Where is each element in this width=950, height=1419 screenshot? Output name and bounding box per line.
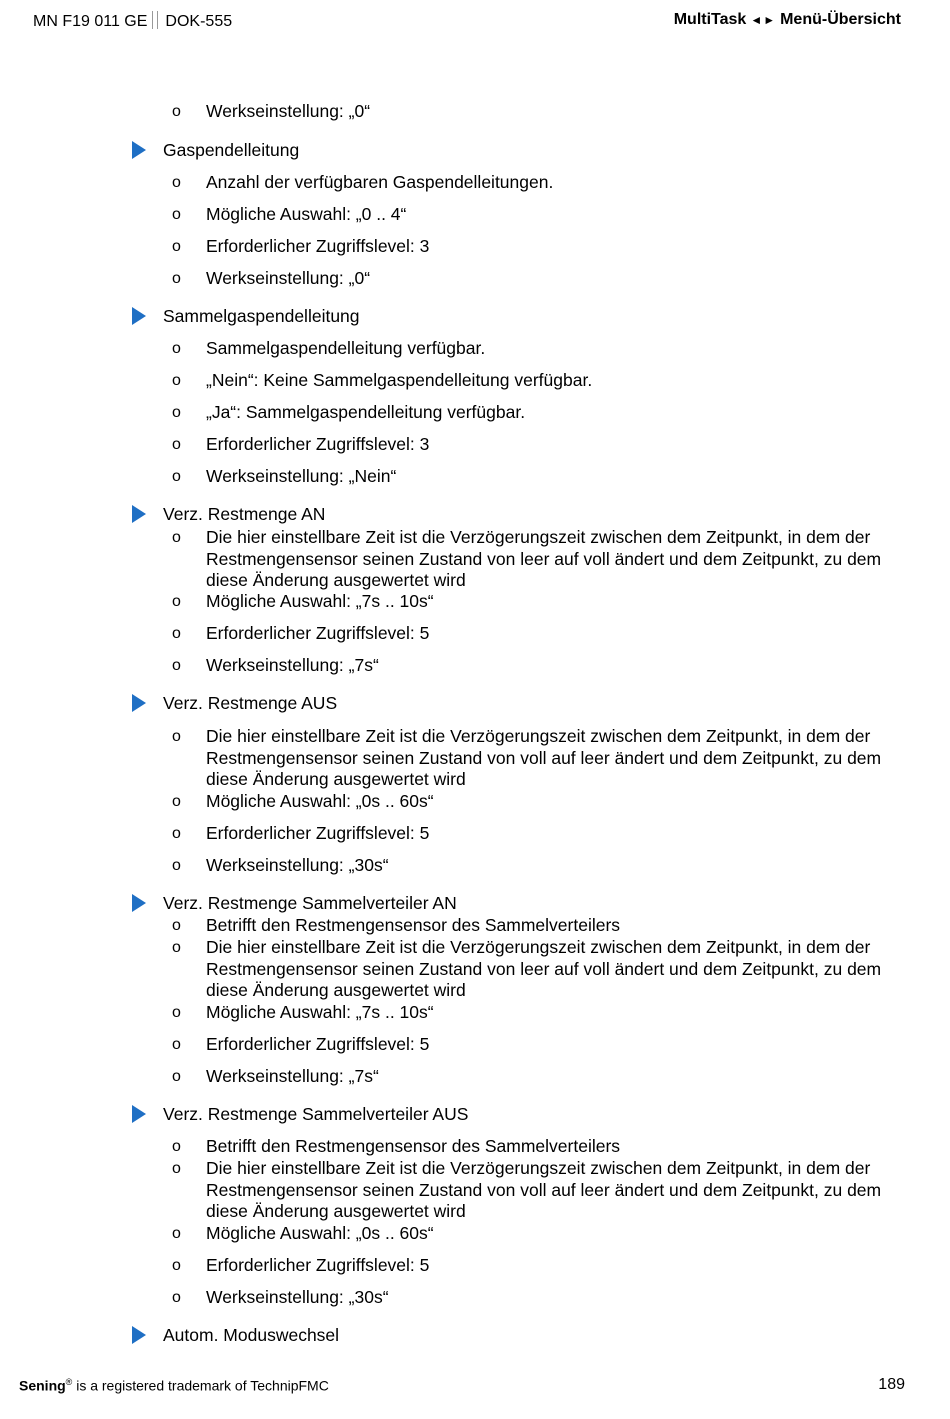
- blue-triangle-bullet-icon: [132, 307, 146, 325]
- list-item-text: Mögliche Auswahl: „7s .. 10s“: [206, 591, 434, 611]
- list-item-text: „Nein“: Keine Sammelgaspendelleitung verfügbar.: [206, 370, 593, 390]
- section-heading-text: Verz. Restmenge Sammelverteiler AN: [163, 893, 457, 913]
- circle-bullet-icon: o: [172, 1225, 181, 1242]
- circle-bullet-icon: o: [172, 1004, 181, 1021]
- circle-bullet-icon: o: [172, 529, 181, 546]
- list-item-text: Erforderlicher Zugriffslevel: 5: [206, 1034, 430, 1054]
- circle-bullet-icon: o: [172, 270, 181, 287]
- circle-bullet-icon: o: [172, 1036, 181, 1053]
- list-item-text: Die hier einstellbare Zeit ist die Verzögerungszeit zwischen dem Zeitpunkt, in dem der Restmengensensor seinen Zustand von leer auf voll ändert und dem Zeitpunkt, zu dem diese Änderung ausgewertet wird: [206, 937, 882, 1001]
- list-item-text: Werkseinstellung: „Nein“: [206, 466, 397, 486]
- list-item-text: Erforderlicher Zugriffslevel: 5: [206, 623, 430, 643]
- doc-code: DOK-555: [165, 13, 233, 30]
- circle-bullet-icon: o: [172, 206, 181, 223]
- circle-bullet-icon: o: [172, 1138, 181, 1155]
- circle-bullet-icon: o: [172, 404, 181, 421]
- section-heading-text: Gaspendelleitung: [163, 140, 300, 160]
- list-item-text: Werkseinstellung: „30s“: [206, 855, 389, 875]
- list-item-text: Mögliche Auswahl: „0 .. 4“: [206, 204, 407, 224]
- list-item-text: „Ja“: Sammelgaspendelleitung verfügbar.: [206, 402, 526, 422]
- circle-bullet-icon: o: [172, 793, 181, 810]
- circle-bullet-icon: o: [172, 728, 181, 745]
- circle-bullet-icon: o: [172, 340, 181, 357]
- circle-bullet-icon: o: [172, 1289, 181, 1306]
- list-item-text: Anzahl der verfügbaren Gaspendelleitungen.: [206, 172, 554, 192]
- circle-bullet-icon: o: [172, 593, 181, 610]
- circle-bullet-icon: o: [172, 238, 181, 255]
- page-number: 189: [878, 1376, 905, 1393]
- circle-bullet-icon: o: [172, 625, 181, 642]
- section-heading-text: Verz. Restmenge AN: [163, 504, 326, 524]
- circle-bullet-icon: o: [172, 1068, 181, 1085]
- blue-triangle-bullet-icon: [132, 694, 146, 712]
- list-item-text: Erforderlicher Zugriffslevel: 5: [206, 1255, 430, 1275]
- circle-bullet-icon: o: [172, 1160, 181, 1177]
- chapter-name: Menü-Übersicht: [780, 11, 901, 28]
- section-heading-text: Verz. Restmenge AUS: [163, 693, 338, 713]
- trademark-notice: [19, 1377, 329, 1394]
- header-separator: [152, 11, 158, 29]
- list-item-text: Mögliche Auswahl: „7s .. 10s“: [206, 1002, 434, 1022]
- blue-triangle-bullet-icon: [132, 141, 146, 159]
- section-heading-text: Autom. Moduswechsel: [163, 1325, 340, 1345]
- section-heading-text: Sammelgaspendelleitung: [163, 306, 360, 326]
- left-right-arrows-icon: ◄►: [750, 13, 777, 27]
- circle-bullet-icon: o: [172, 657, 181, 674]
- list-item-text: Mögliche Auswahl: „0s .. 60s“: [206, 1223, 434, 1243]
- list-item-text: Betrifft den Restmengensensor des Sammelverteilers: [206, 1136, 621, 1156]
- circle-bullet-icon: o: [172, 1257, 181, 1274]
- blue-triangle-bullet-icon: [132, 1105, 146, 1123]
- product-name: MultiTask: [673, 11, 747, 28]
- document-id: [33, 11, 232, 31]
- list-item-text: Erforderlicher Zugriffslevel: 3: [206, 434, 430, 454]
- section-title: [674, 11, 901, 29]
- list-item-text: Die hier einstellbare Zeit ist die Verzögerungszeit zwischen dem Zeitpunkt, in dem der Restmengensensor seinen Zustand von voll auf leer ändert und dem Zeitpunkt, zu dem diese Änderung ausgewertet wird: [206, 1158, 882, 1222]
- circle-bullet-icon: o: [172, 103, 181, 120]
- list-item-text: Erforderlicher Zugriffslevel: 5: [206, 823, 430, 843]
- list-item-text: Mögliche Auswahl: „0s .. 60s“: [206, 791, 434, 811]
- section-heading-text: Verz. Restmenge Sammelverteiler AUS: [163, 1104, 469, 1124]
- circle-bullet-icon: o: [172, 857, 181, 874]
- circle-bullet-icon: o: [172, 825, 181, 842]
- list-item-text: Werkseinstellung: „0“: [206, 268, 371, 288]
- circle-bullet-icon: o: [172, 174, 181, 191]
- blue-triangle-bullet-icon: [132, 505, 146, 523]
- circle-bullet-icon: o: [172, 436, 181, 453]
- circle-bullet-icon: o: [172, 917, 181, 934]
- circle-bullet-icon: o: [172, 939, 181, 956]
- circle-bullet-icon: o: [172, 372, 181, 389]
- list-item-text: Werkseinstellung: „7s“: [206, 655, 379, 675]
- blue-triangle-bullet-icon: [132, 1326, 146, 1344]
- list-item-text: Betrifft den Restmengensensor des Sammelverteilers: [206, 915, 621, 935]
- list-item-text: Werkseinstellung: „0“: [206, 101, 371, 121]
- doc-number: MN F19 011 GE: [33, 13, 148, 30]
- registered-mark: ®: [65, 1377, 73, 1387]
- trademark-text: is a registered trademark of TechnipFMC: [72, 1377, 329, 1394]
- list-item-text: Werkseinstellung: „7s“: [206, 1066, 379, 1086]
- list-item-text: Werkseinstellung: „30s“: [206, 1287, 389, 1307]
- list-item-text: Sammelgaspendelleitung verfügbar.: [206, 338, 486, 358]
- blue-triangle-bullet-icon: [132, 894, 146, 912]
- list-item-text: Die hier einstellbare Zeit ist die Verzögerungszeit zwischen dem Zeitpunkt, in dem der Restmengensensor seinen Zustand von voll auf leer ändert und dem Zeitpunkt, zu dem diese Änderung ausgewertet wird: [206, 726, 882, 790]
- list-item-text: Erforderlicher Zugriffslevel: 3: [206, 236, 430, 256]
- brand-name: Sening: [19, 1377, 66, 1394]
- circle-bullet-icon: o: [172, 468, 181, 485]
- list-item-text: Die hier einstellbare Zeit ist die Verzögerungszeit zwischen dem Zeitpunkt, in dem der Restmengensensor seinen Zustand von leer auf voll ändert und dem Zeitpunkt, zu dem diese Änderung ausgewertet wird: [206, 527, 882, 591]
